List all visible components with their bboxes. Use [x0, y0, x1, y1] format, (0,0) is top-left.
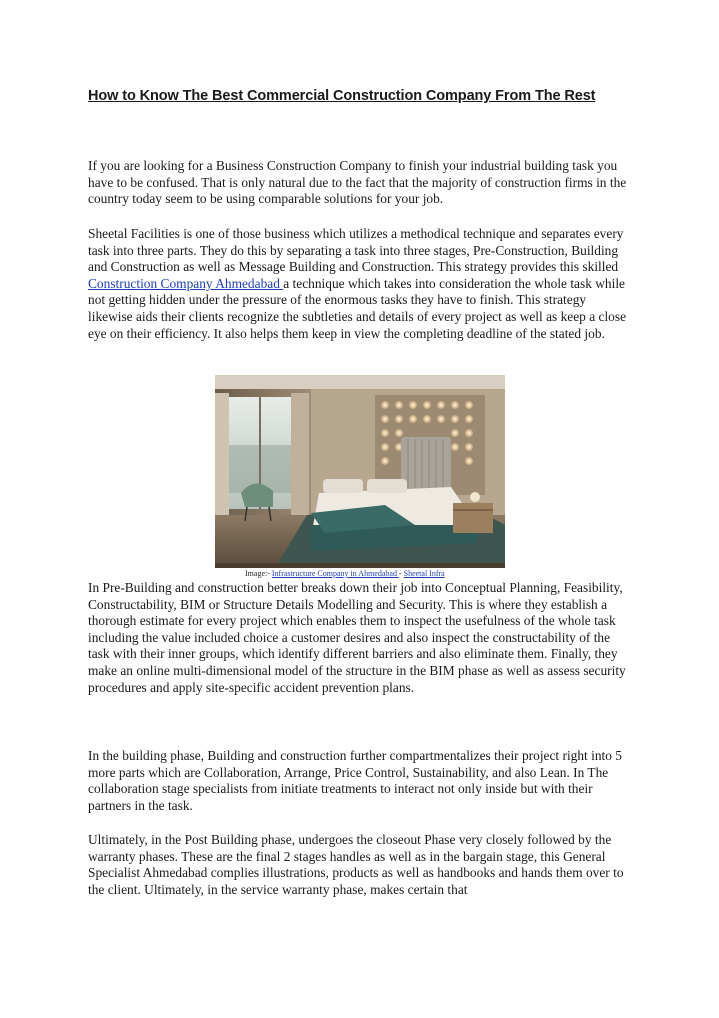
paragraph-text: Sheetal Facilities is one of those business which utilizes a methodical technique and separates every task into three parts. They do this by separating a task into three stages, Pre-Construction, Building and Construction as well as Message Building and Construction. This strategy provides this skilled — [88, 226, 624, 275]
paragraph-intro: If you are looking for a Business Construction Company to finish your industrial building task you have to be confused. That is only natural due to the fact that the majority of construction firms in the country today seem to be using comparable solutions for your job. — [88, 158, 627, 207]
paragraph-pre-building: In Pre-Building and construction better breaks down their job into Conceptual Planning, Feasibility, Constructability, BIM or Structure Details Modelling and Security. This is where they establish a thorough estimate for every project which enables them to inspect the usefulness of the whole task including the value included choice a customer desires and also inspect the constructability of the task with their inner groups, which identify different barriers and also eliminate them. Finally, they make an online multi-dimensional model of the structure in the BIM phase as well as assess security procedures and apply site-specific accident prevention plans. — [88, 580, 626, 695]
construction-company-link[interactable]: Construction Company Ahmedabad — [88, 275, 284, 291]
paragraph-methodology — [88, 226, 634, 342]
page-title: How to Know The Best Commercial Construction Company From The Rest — [88, 88, 596, 104]
caption-link-infrastructure[interactable]: Infrastructure Company in Ahmedabad — [271, 569, 399, 578]
caption-prefix: Image:- — [245, 569, 272, 578]
paragraph-building-phase: In the building phase, Building and construction further compartmentalizes their project right into 5 more parts which are Collaboration, Arrange, Price Control, Sustainability, and also Lean. In The collaboration stage specialists from initiate treatments to interact not only inside but with their partners in the task. — [88, 748, 623, 813]
bedroom-interior-image — [215, 375, 505, 568]
image-caption — [245, 569, 445, 578]
caption-link-sheetal-infra[interactable]: Sheetal Infra — [403, 569, 445, 578]
caption-separator: - — [398, 569, 404, 578]
paragraph-post-building: Ultimately, in the Post Building phase, undergoes the closeout Phase very closely followed by the warranty phases. These are the final 2 stages handles as well as in the bargain stage, this General Specialist Ahmedabad complies illustrations, products as well as handbooks and hands them over to the client. Ultimately, in the service warranty phase, makes certain that — [88, 832, 624, 897]
paragraph-text: a technique which takes into consideration the whole task while not getting hidden under the pressure of the enormous tasks they have to finish. This strategy likewise aids their clients recognize the subtleties and details of every project as well as keep a close eye on their efficiency. It also helps them keep in view the completing deadline of the stated job. — [88, 275, 627, 341]
